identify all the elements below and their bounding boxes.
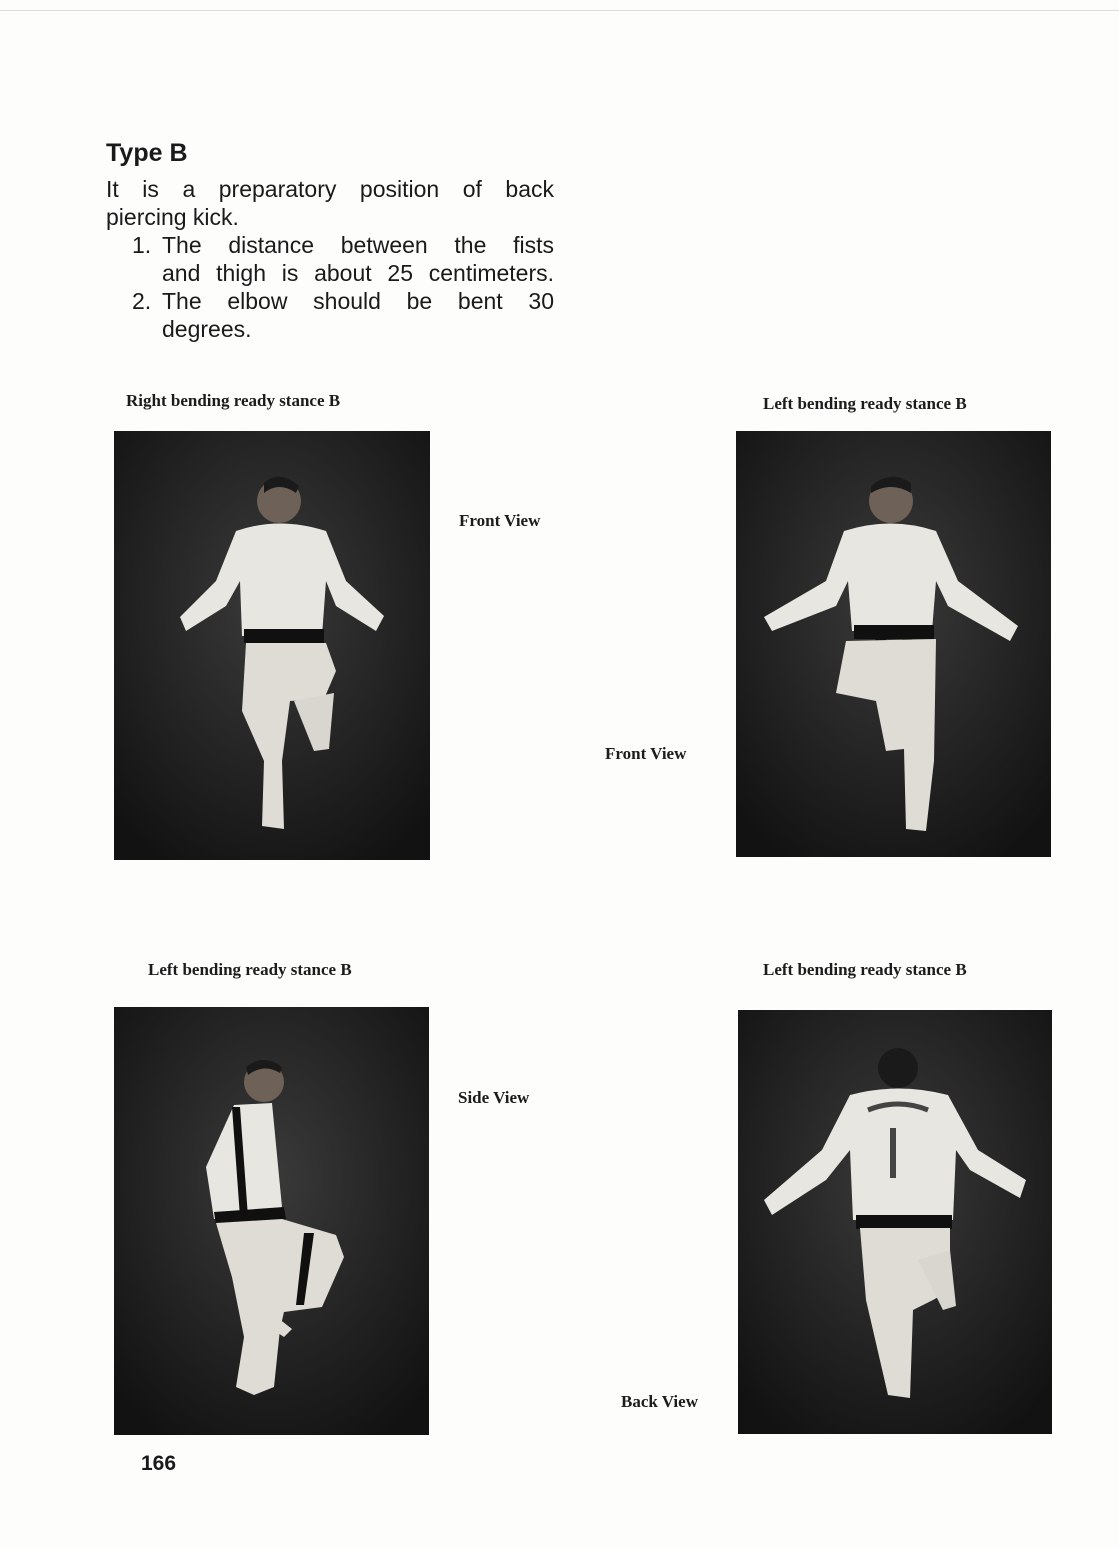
photo-illustration bbox=[736, 431, 1051, 857]
figure-view-caption: Back View bbox=[621, 1392, 698, 1411]
step-line: The distance between the fists bbox=[162, 232, 554, 258]
step-item bbox=[132, 231, 554, 287]
steps-list bbox=[106, 231, 554, 343]
figure-view-caption: Side View bbox=[458, 1088, 530, 1107]
step-line: The elbow should be bent 30 bbox=[162, 288, 554, 314]
step-number: 1. bbox=[132, 232, 152, 258]
step-item bbox=[132, 287, 554, 343]
step-line: degrees. bbox=[162, 316, 252, 342]
figure-stance-caption: Left bending ready stance B bbox=[763, 394, 967, 413]
step-text bbox=[162, 287, 554, 343]
stance-photo bbox=[738, 1010, 1052, 1434]
figure-view-caption: Front View bbox=[459, 511, 541, 530]
figure-view-caption: Front View bbox=[605, 744, 687, 763]
stance-photo bbox=[114, 431, 430, 860]
section-heading: Type B bbox=[106, 139, 188, 167]
intro-paragraph bbox=[106, 175, 554, 231]
page-number: 166 bbox=[141, 1452, 177, 1475]
step-line: and thigh is about 25 centimeters. bbox=[162, 260, 554, 286]
intro-line: piercing kick. bbox=[106, 204, 239, 230]
photo-illustration bbox=[114, 431, 430, 860]
step-text bbox=[162, 231, 554, 287]
stance-photo bbox=[114, 1007, 429, 1435]
stance-photo bbox=[736, 431, 1051, 857]
figure-stance-caption: Left bending ready stance B bbox=[763, 960, 967, 979]
step-number: 2. bbox=[132, 288, 152, 314]
figure-stance-caption: Right bending ready stance B bbox=[126, 391, 341, 410]
photo-illustration bbox=[114, 1007, 429, 1435]
figure-stance-caption: Left bending ready stance B bbox=[148, 960, 352, 979]
intro-line: It is a preparatory position of back bbox=[106, 176, 554, 202]
page-top-rule bbox=[0, 10, 1119, 11]
photo-illustration bbox=[738, 1010, 1052, 1434]
section-body bbox=[106, 175, 554, 343]
